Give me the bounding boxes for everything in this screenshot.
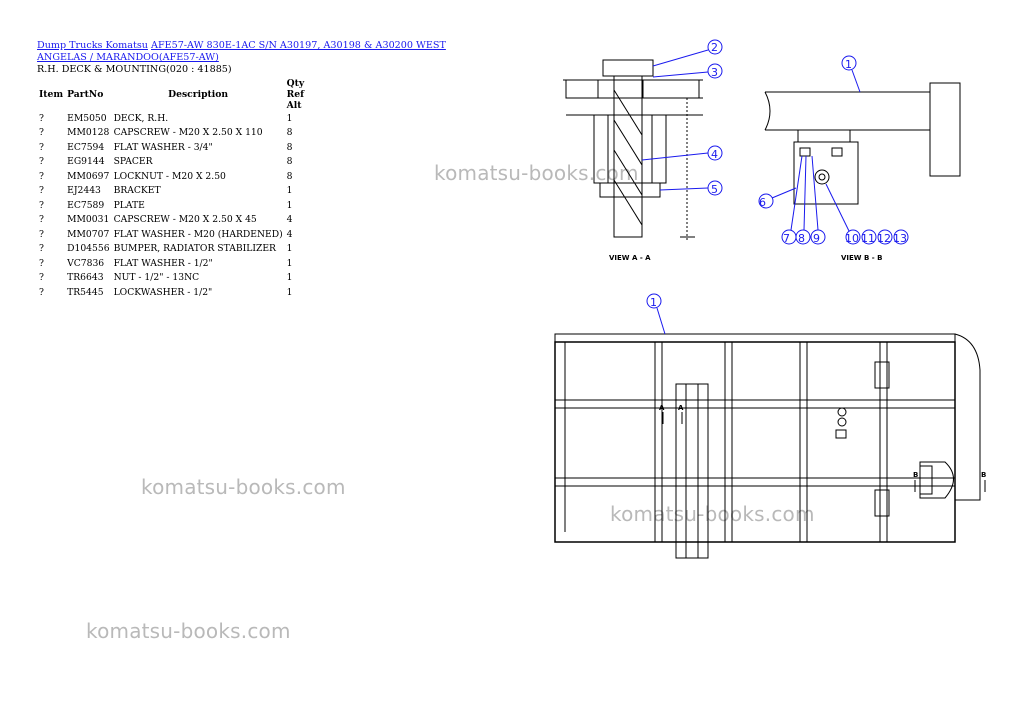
view-b-label: VIEW B - B [841, 254, 883, 262]
svg-text:A: A [659, 404, 665, 412]
svg-text:4: 4 [711, 148, 718, 161]
row-partno: TR5445 [67, 286, 104, 298]
row-qty: 8 [286, 127, 293, 139]
callout-9 [811, 156, 825, 245]
row-partno: MM0697 [67, 170, 110, 182]
row-qty: 8 [286, 141, 293, 153]
callout-11 [861, 230, 876, 245]
callout-2 [653, 40, 722, 66]
callout-12 [877, 230, 892, 245]
row-description: PLATE [113, 199, 145, 211]
callout-8 [796, 156, 810, 245]
row-item: ? [39, 286, 44, 298]
section-subtitle: R.H. DECK & MOUNTING(020 : 41885) [37, 64, 232, 75]
svg-text:A: A [678, 404, 684, 412]
row-item: ? [39, 141, 44, 153]
row-description: NUT - 1/2" - 13NC [113, 272, 200, 284]
row-description: BUMPER, RADIATOR STABILIZER [113, 243, 276, 255]
row-description: FLAT WASHER - 1/2" [113, 257, 213, 269]
row-item: ? [39, 257, 44, 269]
breadcrumb-link-model[interactable]: AFE57-AW 830E-1AC S/N A30197, A30198 & A30200 WEST ANGELAS / MARANDOO(AFE57-AW) [37, 40, 446, 63]
callout-1-view-b [842, 56, 860, 92]
callout-1-plan [647, 294, 665, 334]
watermark: komatsu-books.com [86, 619, 291, 643]
row-partno: EJ2443 [67, 185, 101, 197]
row-qty: 1 [286, 243, 293, 255]
svg-text:1: 1 [650, 296, 657, 309]
row-item: ? [39, 243, 44, 255]
row-item: ? [39, 112, 44, 124]
row-item: ? [39, 185, 44, 197]
svg-text:7: 7 [783, 232, 790, 245]
deck-plan-drawing [555, 334, 980, 558]
row-description: LOCKWASHER - 1/2" [113, 286, 213, 298]
header-partno: PartNo [67, 89, 104, 100]
callout-5 [660, 181, 722, 196]
row-partno: EC7594 [67, 141, 105, 153]
row-item: ? [39, 214, 44, 226]
row-qty: 1 [286, 199, 293, 211]
row-description: SPACER [113, 156, 153, 168]
row-partno: TR6643 [67, 272, 104, 284]
view-a-a-drawing [563, 60, 703, 240]
row-partno: VC7836 [67, 257, 105, 269]
callout-13 [893, 230, 908, 245]
row-qty: 1 [286, 112, 293, 124]
watermark: komatsu-books.com [610, 502, 815, 526]
row-item: ? [39, 127, 44, 139]
svg-text:9: 9 [813, 232, 820, 245]
svg-text:B: B [981, 471, 987, 479]
callout-10 [826, 184, 860, 245]
header-qty: Qty Ref Alt [286, 78, 305, 111]
watermark: komatsu-books.com [141, 475, 346, 499]
svg-text:2: 2 [711, 41, 718, 54]
svg-text:10: 10 [845, 232, 859, 245]
row-qty: 8 [286, 170, 293, 182]
row-partno: MM0031 [67, 214, 110, 226]
row-description: BRACKET [113, 185, 161, 197]
view-b-b-drawing [765, 83, 960, 204]
row-description: CAPSCREW - M20 X 2.50 X 110 [113, 127, 263, 139]
row-qty: 1 [286, 257, 293, 269]
row-partno: MM0707 [67, 228, 110, 240]
callout-4 [642, 146, 722, 161]
row-partno: D104556 [67, 243, 110, 255]
row-qty: 1 [286, 286, 293, 298]
svg-text:3: 3 [711, 66, 718, 79]
section-marker-b [913, 471, 986, 492]
row-partno: EC7589 [67, 199, 105, 211]
row-item: ? [39, 156, 44, 168]
svg-text:5: 5 [711, 183, 718, 196]
header-item: Item [39, 89, 64, 100]
watermark: komatsu-books.com [434, 161, 639, 185]
row-description: CAPSCREW - M20 X 2.50 X 45 [113, 214, 257, 226]
row-item: ? [39, 228, 44, 240]
row-item: ? [39, 272, 44, 284]
row-description: FLAT WASHER - 3/4" [113, 141, 213, 153]
row-qty: 1 [286, 272, 293, 284]
section-marker-a [659, 404, 684, 424]
svg-text:1: 1 [845, 58, 852, 71]
svg-text:B: B [913, 471, 919, 479]
row-qty: 8 [286, 156, 293, 168]
row-partno: EG9144 [67, 156, 105, 168]
header-description: Description [168, 89, 229, 100]
row-item: ? [39, 199, 44, 211]
svg-text:13: 13 [893, 232, 907, 245]
row-qty: 1 [286, 185, 293, 197]
row-description: DECK, R.H. [113, 112, 169, 124]
breadcrumb-link-dump-trucks[interactable]: Dump Trucks Komatsu [37, 40, 148, 51]
row-item: ? [39, 170, 44, 182]
row-partno: EM5050 [67, 112, 107, 124]
row-description: LOCKNUT - M20 X 2.50 [113, 170, 226, 182]
row-qty: 4 [286, 228, 293, 240]
row-qty: 4 [286, 214, 293, 226]
svg-text:6: 6 [759, 196, 766, 209]
callout-6 [759, 188, 796, 209]
svg-text:8: 8 [798, 232, 805, 245]
callout-3 [653, 64, 722, 79]
view-a-label: VIEW A - A [609, 254, 651, 262]
svg-text:11: 11 [861, 232, 875, 245]
row-partno: MM0128 [67, 127, 110, 139]
svg-text:12: 12 [877, 232, 891, 245]
row-description: FLAT WASHER - M20 (HARDENED) [113, 228, 283, 240]
